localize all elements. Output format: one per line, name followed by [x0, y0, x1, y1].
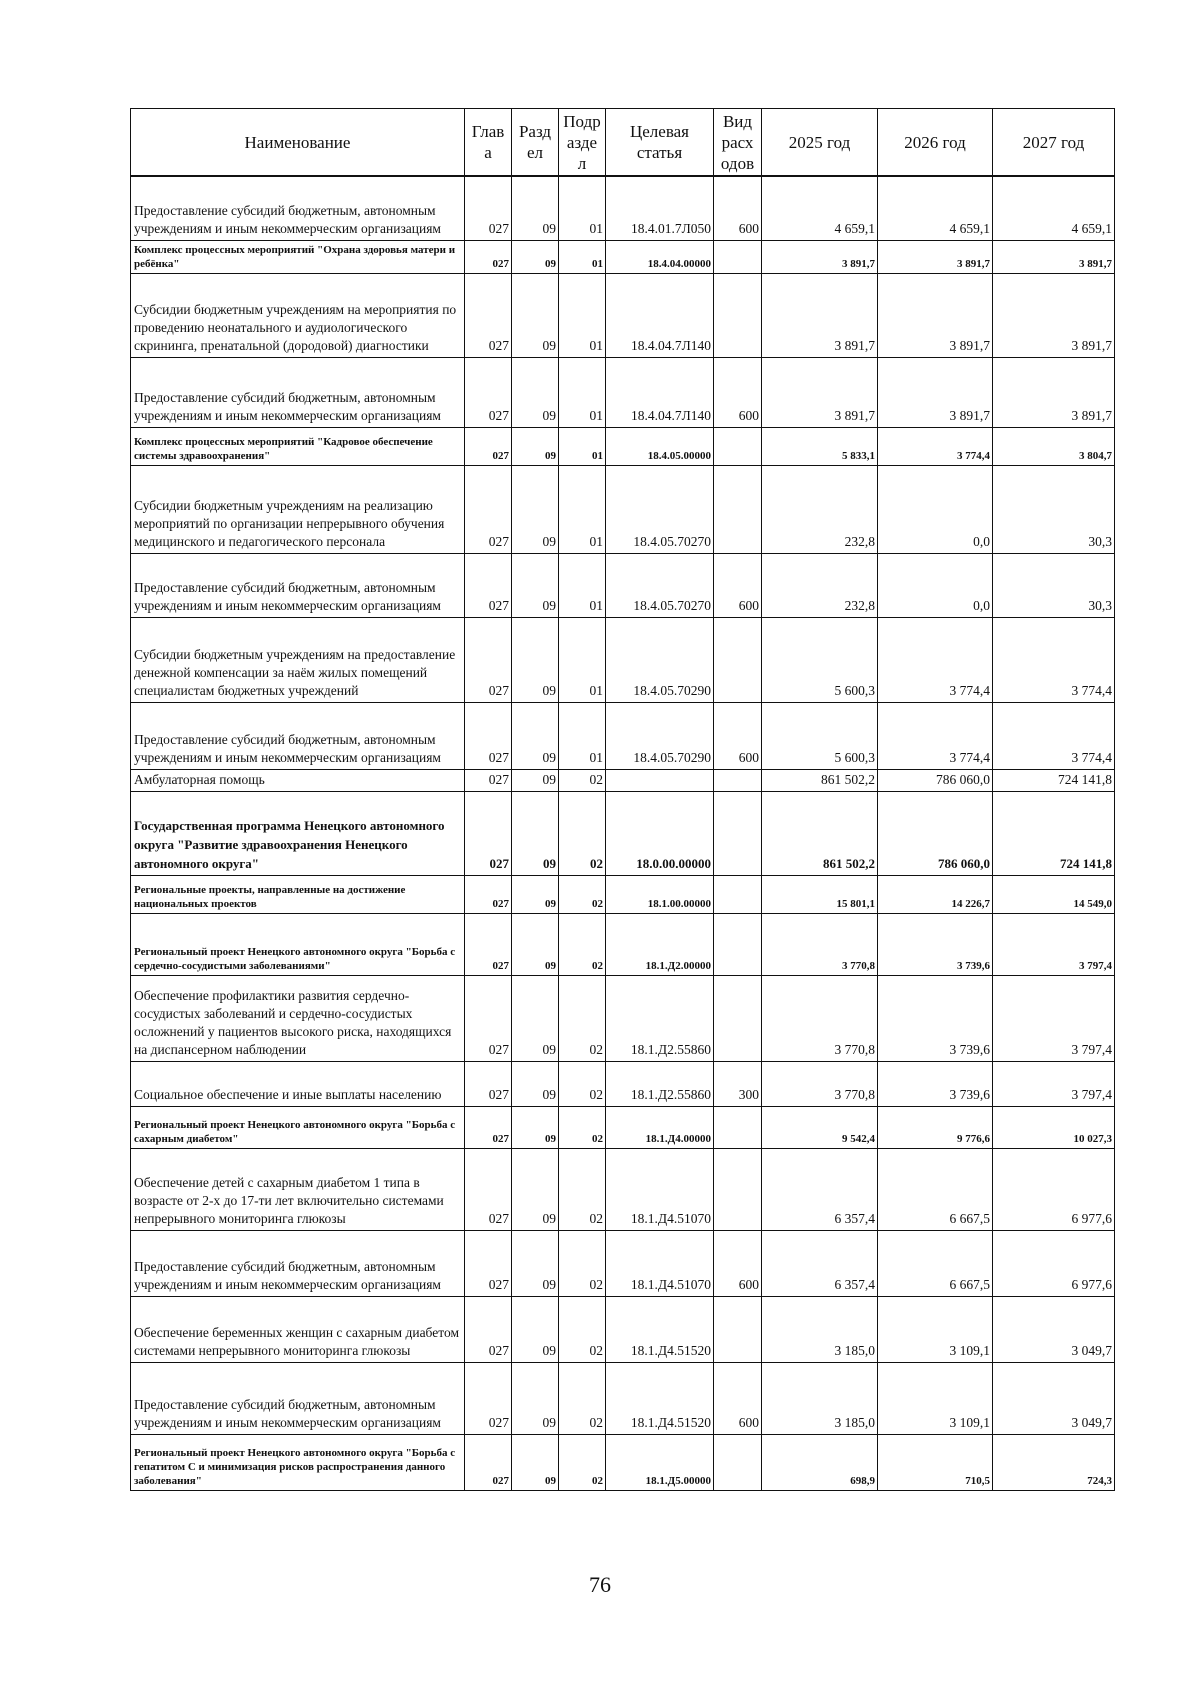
row-2025: 5 600,3	[762, 702, 878, 769]
table-row	[131, 357, 1115, 427]
row-name: Предоставление субсидий бюджетным, автономным учреждениям и иным некоммерческим организациям	[131, 1230, 465, 1296]
row-vid	[714, 1106, 762, 1148]
row-razdel: 09	[512, 553, 559, 617]
header-celevaya: Целевая статья	[606, 109, 714, 177]
row-podrazdel: 02	[559, 875, 606, 913]
row-vid	[714, 791, 762, 875]
row-vid: 600	[714, 357, 762, 427]
row-2027: 3 797,4	[993, 975, 1115, 1061]
row-name: Комплекс процессных мероприятий "Охрана здоровья матери и ребёнка"	[131, 240, 465, 273]
row-glava: 027	[465, 617, 512, 702]
row-razdel: 09	[512, 769, 559, 791]
row-name: Обеспечение детей с сахарным диабетом 1 типа в возрасте от 2-х до 17-ти лет включительно системами непрерывного мониторинга глюкозы	[131, 1148, 465, 1230]
row-vid: 300	[714, 1061, 762, 1106]
row-name: Обеспечение беременных женщин с сахарным диабетом системами непрерывного мониторинга глюкозы	[131, 1296, 465, 1362]
row-celevaya: 18.4.04.7Л140	[606, 357, 714, 427]
row-razdel: 09	[512, 427, 559, 465]
row-2027: 3 774,4	[993, 617, 1115, 702]
row-celevaya: 18.1.Д2.00000	[606, 913, 714, 975]
row-celevaya	[606, 769, 714, 791]
row-2026: 9 776,6	[878, 1106, 993, 1148]
row-2025: 861 502,2	[762, 769, 878, 791]
row-razdel: 09	[512, 465, 559, 553]
row-2026: 3 774,4	[878, 702, 993, 769]
row-vid	[714, 769, 762, 791]
row-podrazdel: 02	[559, 791, 606, 875]
row-celevaya: 18.1.Д4.51520	[606, 1296, 714, 1362]
table-row	[131, 913, 1115, 975]
row-podrazdel: 01	[559, 702, 606, 769]
row-celevaya: 18.4.05.70270	[606, 553, 714, 617]
row-2025: 3 185,0	[762, 1362, 878, 1434]
row-name: Предоставление субсидий бюджетным, автономным учреждениям и иным некоммерческим организациям	[131, 702, 465, 769]
table-row	[131, 240, 1115, 273]
row-vid	[714, 875, 762, 913]
row-celevaya: 18.1.Д5.00000	[606, 1434, 714, 1490]
row-2027: 3 774,4	[993, 702, 1115, 769]
row-2026: 6 667,5	[878, 1230, 993, 1296]
row-podrazdel: 01	[559, 176, 606, 240]
table-row	[131, 553, 1115, 617]
row-name: Предоставление субсидий бюджетным, автономным учреждениям и иным некоммерческим организациям	[131, 1362, 465, 1434]
row-2026: 6 667,5	[878, 1148, 993, 1230]
row-razdel: 09	[512, 357, 559, 427]
row-vid	[714, 273, 762, 357]
row-vid	[714, 427, 762, 465]
row-vid	[714, 913, 762, 975]
table-header-row	[131, 109, 1115, 177]
header-2026: 2026 год	[878, 109, 993, 177]
row-2027: 6 977,6	[993, 1148, 1115, 1230]
row-razdel: 09	[512, 791, 559, 875]
row-vid	[714, 1296, 762, 1362]
row-2025: 3 891,7	[762, 240, 878, 273]
row-glava: 027	[465, 273, 512, 357]
row-razdel: 09	[512, 1362, 559, 1434]
row-razdel: 09	[512, 1148, 559, 1230]
row-podrazdel: 01	[559, 273, 606, 357]
row-2025: 4 659,1	[762, 176, 878, 240]
row-glava: 027	[465, 427, 512, 465]
row-name: Социальное обеспечение и иные выплаты населению	[131, 1061, 465, 1106]
row-vid: 600	[714, 1230, 762, 1296]
row-glava: 027	[465, 913, 512, 975]
row-2025: 3 770,8	[762, 975, 878, 1061]
row-2026: 3 891,7	[878, 273, 993, 357]
row-name: Государственная программа Ненецкого автономного округа "Развитие здравоохранения Ненецкого автономного округа"	[131, 791, 465, 875]
table-row	[131, 1106, 1115, 1148]
row-razdel: 09	[512, 1296, 559, 1362]
row-vid	[714, 240, 762, 273]
row-razdel: 09	[512, 702, 559, 769]
table-row	[131, 791, 1115, 875]
row-podrazdel: 01	[559, 553, 606, 617]
row-name: Предоставление субсидий бюджетным, автономным учреждениям и иным некоммерческим организациям	[131, 357, 465, 427]
row-2025: 698,9	[762, 1434, 878, 1490]
row-razdel: 09	[512, 913, 559, 975]
row-2027: 30,3	[993, 553, 1115, 617]
row-name: Региональные проекты, направленные на достижение национальных проектов	[131, 875, 465, 913]
row-vid: 600	[714, 553, 762, 617]
row-2027: 724 141,8	[993, 769, 1115, 791]
row-razdel: 09	[512, 273, 559, 357]
row-glava: 027	[465, 240, 512, 273]
row-glava: 027	[465, 465, 512, 553]
row-2026: 14 226,7	[878, 875, 993, 913]
row-2027: 724 141,8	[993, 791, 1115, 875]
row-celevaya: 18.1.Д4.00000	[606, 1106, 714, 1148]
row-name: Предоставление субсидий бюджетным, автономным учреждениям и иным некоммерческим организациям	[131, 176, 465, 240]
row-vid	[714, 1434, 762, 1490]
row-podrazdel: 02	[559, 769, 606, 791]
row-podrazdel: 02	[559, 1148, 606, 1230]
row-2027: 10 027,3	[993, 1106, 1115, 1148]
row-podrazdel: 01	[559, 427, 606, 465]
row-celevaya: 18.1.Д4.51520	[606, 1362, 714, 1434]
row-glava: 027	[465, 875, 512, 913]
row-celevaya: 18.4.04.00000	[606, 240, 714, 273]
header-name: Наименование	[131, 109, 465, 177]
header-2025: 2025 год	[762, 109, 878, 177]
row-podrazdel: 01	[559, 357, 606, 427]
table-row	[131, 769, 1115, 791]
row-vid	[714, 465, 762, 553]
row-2025: 232,8	[762, 465, 878, 553]
row-celevaya: 18.4.05.70290	[606, 617, 714, 702]
row-2027: 724,3	[993, 1434, 1115, 1490]
header-podrazdel: Подр азде л	[559, 109, 606, 177]
row-glava: 027	[465, 769, 512, 791]
row-podrazdel: 01	[559, 240, 606, 273]
row-2026: 3 739,6	[878, 1061, 993, 1106]
header-vid: Вид расх одов	[714, 109, 762, 177]
table-row	[131, 1434, 1115, 1490]
row-2025: 3 770,8	[762, 913, 878, 975]
row-2026: 786 060,0	[878, 791, 993, 875]
row-name: Региональный проект Ненецкого автономного округа "Борьба с сахарным диабетом"	[131, 1106, 465, 1148]
row-podrazdel: 02	[559, 1230, 606, 1296]
row-celevaya: 18.1.Д2.55860	[606, 975, 714, 1061]
row-2027: 4 659,1	[993, 176, 1115, 240]
row-razdel: 09	[512, 240, 559, 273]
row-2026: 4 659,1	[878, 176, 993, 240]
row-name: Региональный проект Ненецкого автономного округа "Борьба с сердечно-сосудистыми заболеваниями"	[131, 913, 465, 975]
row-2025: 15 801,1	[762, 875, 878, 913]
row-podrazdel: 02	[559, 1362, 606, 1434]
row-razdel: 09	[512, 1106, 559, 1148]
row-vid	[714, 1148, 762, 1230]
row-2027: 3 797,4	[993, 913, 1115, 975]
row-2025: 3 891,7	[762, 273, 878, 357]
row-2025: 232,8	[762, 553, 878, 617]
row-celevaya: 18.4.04.7Л140	[606, 273, 714, 357]
row-2025: 861 502,2	[762, 791, 878, 875]
row-2027: 3 891,7	[993, 273, 1115, 357]
row-celevaya: 18.0.00.00000	[606, 791, 714, 875]
row-name: Субсидии бюджетным учреждениям на мероприятия по проведению неонатального и аудиологического скрининга, пренатальной (дородовой) диагностики	[131, 273, 465, 357]
row-podrazdel: 02	[559, 1434, 606, 1490]
row-2026: 3 739,6	[878, 975, 993, 1061]
page-number: 76	[589, 1572, 611, 1597]
row-name: Амбулаторная помощь	[131, 769, 465, 791]
row-2027: 3 049,7	[993, 1296, 1115, 1362]
row-name: Обеспечение профилактики развития сердечно-сосудистых заболеваний и сердечно-сосудистых осложнений у пациентов высокого риска, находящихся на диспансерном наблюдении	[131, 975, 465, 1061]
row-celevaya: 18.1.Д4.51070	[606, 1230, 714, 1296]
row-celevaya: 18.4.01.7Л050	[606, 176, 714, 240]
table-row	[131, 1362, 1115, 1434]
header-glava: Глав а	[465, 109, 512, 177]
row-glava: 027	[465, 1230, 512, 1296]
table-row	[131, 1296, 1115, 1362]
table-row	[131, 702, 1115, 769]
row-razdel: 09	[512, 1061, 559, 1106]
row-2027: 3 891,7	[993, 240, 1115, 273]
row-name: Региональный проект Ненецкого автономного округа "Борьба с гепатитом С и минимизация рисков распространения данного заболевания"	[131, 1434, 465, 1490]
header-2027: 2027 год	[993, 109, 1115, 177]
row-2026: 3 774,4	[878, 427, 993, 465]
table-row	[131, 1148, 1115, 1230]
row-name: Субсидии бюджетным учреждениям на реализацию мероприятий по организации непрерывного обучения медицинского и педагогического персонала	[131, 465, 465, 553]
row-2027: 3 891,7	[993, 357, 1115, 427]
row-2026: 3 109,1	[878, 1296, 993, 1362]
row-name: Предоставление субсидий бюджетным, автономным учреждениям и иным некоммерческим организациям	[131, 553, 465, 617]
row-2026: 710,5	[878, 1434, 993, 1490]
row-podrazdel: 01	[559, 465, 606, 553]
row-razdel: 09	[512, 176, 559, 240]
row-glava: 027	[465, 1362, 512, 1434]
row-vid	[714, 617, 762, 702]
row-glava: 027	[465, 1148, 512, 1230]
table-row	[131, 1061, 1115, 1106]
row-2027: 14 549,0	[993, 875, 1115, 913]
row-2026: 3 109,1	[878, 1362, 993, 1434]
row-2025: 3 891,7	[762, 357, 878, 427]
row-name: Комплекс процессных мероприятий "Кадровое обеспечение системы здравоохранения"	[131, 427, 465, 465]
row-razdel: 09	[512, 1230, 559, 1296]
row-glava: 027	[465, 975, 512, 1061]
row-vid: 600	[714, 702, 762, 769]
row-celevaya: 18.1.Д2.55860	[606, 1061, 714, 1106]
row-2025: 3 185,0	[762, 1296, 878, 1362]
table-row	[131, 465, 1115, 553]
row-razdel: 09	[512, 617, 559, 702]
row-glava: 027	[465, 1434, 512, 1490]
row-2026: 0,0	[878, 465, 993, 553]
row-glava: 027	[465, 357, 512, 427]
row-podrazdel: 02	[559, 913, 606, 975]
table-row	[131, 975, 1115, 1061]
row-glava: 027	[465, 702, 512, 769]
row-razdel: 09	[512, 975, 559, 1061]
row-celevaya: 18.4.05.70270	[606, 465, 714, 553]
budget-table	[130, 108, 1115, 1491]
row-2026: 3 739,6	[878, 913, 993, 975]
row-celevaya: 18.1.00.00000	[606, 875, 714, 913]
row-glava: 027	[465, 176, 512, 240]
row-celevaya: 18.4.05.00000	[606, 427, 714, 465]
row-2026: 3 774,4	[878, 617, 993, 702]
row-2026: 786 060,0	[878, 769, 993, 791]
row-podrazdel: 01	[559, 617, 606, 702]
table-row	[131, 273, 1115, 357]
row-podrazdel: 02	[559, 1106, 606, 1148]
row-glava: 027	[465, 791, 512, 875]
row-2025: 5 833,1	[762, 427, 878, 465]
row-glava: 027	[465, 1061, 512, 1106]
row-2027: 3 797,4	[993, 1061, 1115, 1106]
row-2026: 3 891,7	[878, 357, 993, 427]
row-2025: 6 357,4	[762, 1148, 878, 1230]
table-row	[131, 617, 1115, 702]
row-glava: 027	[465, 1106, 512, 1148]
row-2025: 6 357,4	[762, 1230, 878, 1296]
row-2027: 3 804,7	[993, 427, 1115, 465]
row-vid	[714, 975, 762, 1061]
row-name: Субсидии бюджетным учреждениям на предоставление денежной компенсации за наём жилых помещений специалистам бюджетных учреждений	[131, 617, 465, 702]
row-2025: 3 770,8	[762, 1061, 878, 1106]
row-vid: 600	[714, 176, 762, 240]
row-2026: 3 891,7	[878, 240, 993, 273]
row-podrazdel: 02	[559, 1296, 606, 1362]
row-2025: 9 542,4	[762, 1106, 878, 1148]
row-podrazdel: 02	[559, 975, 606, 1061]
row-2025: 5 600,3	[762, 617, 878, 702]
row-razdel: 09	[512, 875, 559, 913]
header-razdel: Разд ел	[512, 109, 559, 177]
row-razdel: 09	[512, 1434, 559, 1490]
row-2027: 3 049,7	[993, 1362, 1115, 1434]
table-row	[131, 176, 1115, 240]
row-vid: 600	[714, 1362, 762, 1434]
row-2027: 30,3	[993, 465, 1115, 553]
row-glava: 027	[465, 553, 512, 617]
table-row	[131, 427, 1115, 465]
row-celevaya: 18.4.05.70290	[606, 702, 714, 769]
table-row	[131, 1230, 1115, 1296]
row-2027: 6 977,6	[993, 1230, 1115, 1296]
table-row	[131, 875, 1115, 913]
row-podrazdel: 02	[559, 1061, 606, 1106]
row-glava: 027	[465, 1296, 512, 1362]
row-2026: 0,0	[878, 553, 993, 617]
row-celevaya: 18.1.Д4.51070	[606, 1148, 714, 1230]
